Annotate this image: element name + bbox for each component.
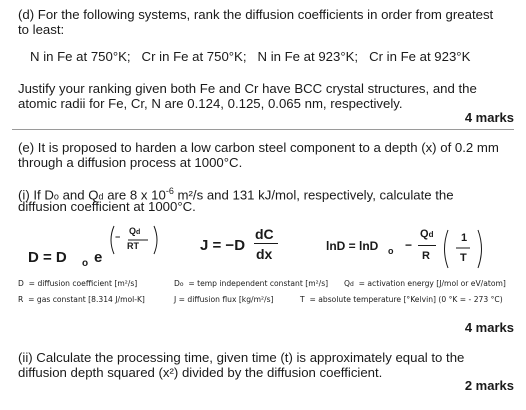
fraction-bar: [418, 245, 436, 246]
part-e-i-marks: 4 marks: [464, 320, 514, 335]
part-e-ii-marks: 2 marks: [464, 378, 514, 393]
part-e-i-line2: diffusion coefficient at 1000°C.: [18, 199, 196, 214]
part-e-ii-line1: (ii) Calculate the processing time, given time (t) is approximately equal to the: [18, 350, 465, 365]
part-d-systems: N in Fe at 750°K; Cr in Fe at 750°K; N in Fe at 923°K; Cr in Fe at 923°K: [30, 49, 471, 64]
part-e-line2: through a diffusion process at 1000°C.: [18, 155, 243, 170]
section-divider: [12, 129, 514, 130]
fraction-bar: [254, 243, 278, 244]
part-d-marks: 4 marks: [464, 110, 514, 125]
part-e-ii-line2: diffusion depth squared (x²) divided by the diffusion coefficient.: [18, 365, 383, 380]
part-d-justify-line1: Justify your ranking given both Fe and Cr have BCC crystal structures, and the: [18, 81, 477, 96]
formula-fick: J = −D dC dx: [200, 226, 300, 270]
part-d-justify-line2: atomic radii for Fe, Cr, N are 0.124, 0.125, 0.065 nm, respectively.: [18, 96, 403, 111]
part-d-line2: to least:: [18, 22, 65, 37]
formula-arrhenius: D = D o e − Qd RT: [28, 222, 178, 272]
part-e-line1: (e) It is proposed to harden a low carbon steel component to a depth (x) of 0.2 mm: [18, 140, 499, 155]
part-d-line1: (d) For the following systems, rank the diffusion coefficients in order from greatest: [18, 7, 494, 22]
question-page: (d) For the following systems, rank the diffusion coefficients in order from greatest to least: N in Fe at 750°K; Cr in Fe at 750°K; N in Fe at 923°K; Cr in Fe at 923°K Justify your ranking given both Fe and Cr have BCC crystal structures, and the atomic radii for Fe, Cr, N are 0.124, 0.125, 0.065 nm, respectively. 4 marks (e) It is proposed to harden a low carbon steel component to a depth (x) of 0.2 mm through a diffusion process at 1000°C. (i) If Do and Qd are 8 x $10^{-6}$ m²/s and 131 kJ/mol, respectively, calculate the diffusion coefficient at 1000°C. D = D o e − Qd RT J = −D dC dx lnD = lnD o − Qd R 1 T D = diffusion coefficient [m²/s] Do = temp independent constant [m²/s] Qd = activation energy [J/mol or eV/atom] R = gas constant [8.314 J/mol-K] J = diffusion flux [kg/m²/s] T = absolute temperature [°Kelvin] (0 °K = - 273 °C) 4 marks (ii) Calculate the processing time, given time (t) is approximately equal to the diffusion depth squared (x²) divided by the diffusion coefficient. 2 marks: [0, 0, 526, 410]
part-e-i-line1: (i) If Do and Qd are 8 x $10^{-6}$ m²/s and 131 kJ/mol, respectively, calculate the: [18, 186, 454, 203]
formula-log-form: lnD = lnD o − Qd R 1 T: [326, 226, 496, 272]
